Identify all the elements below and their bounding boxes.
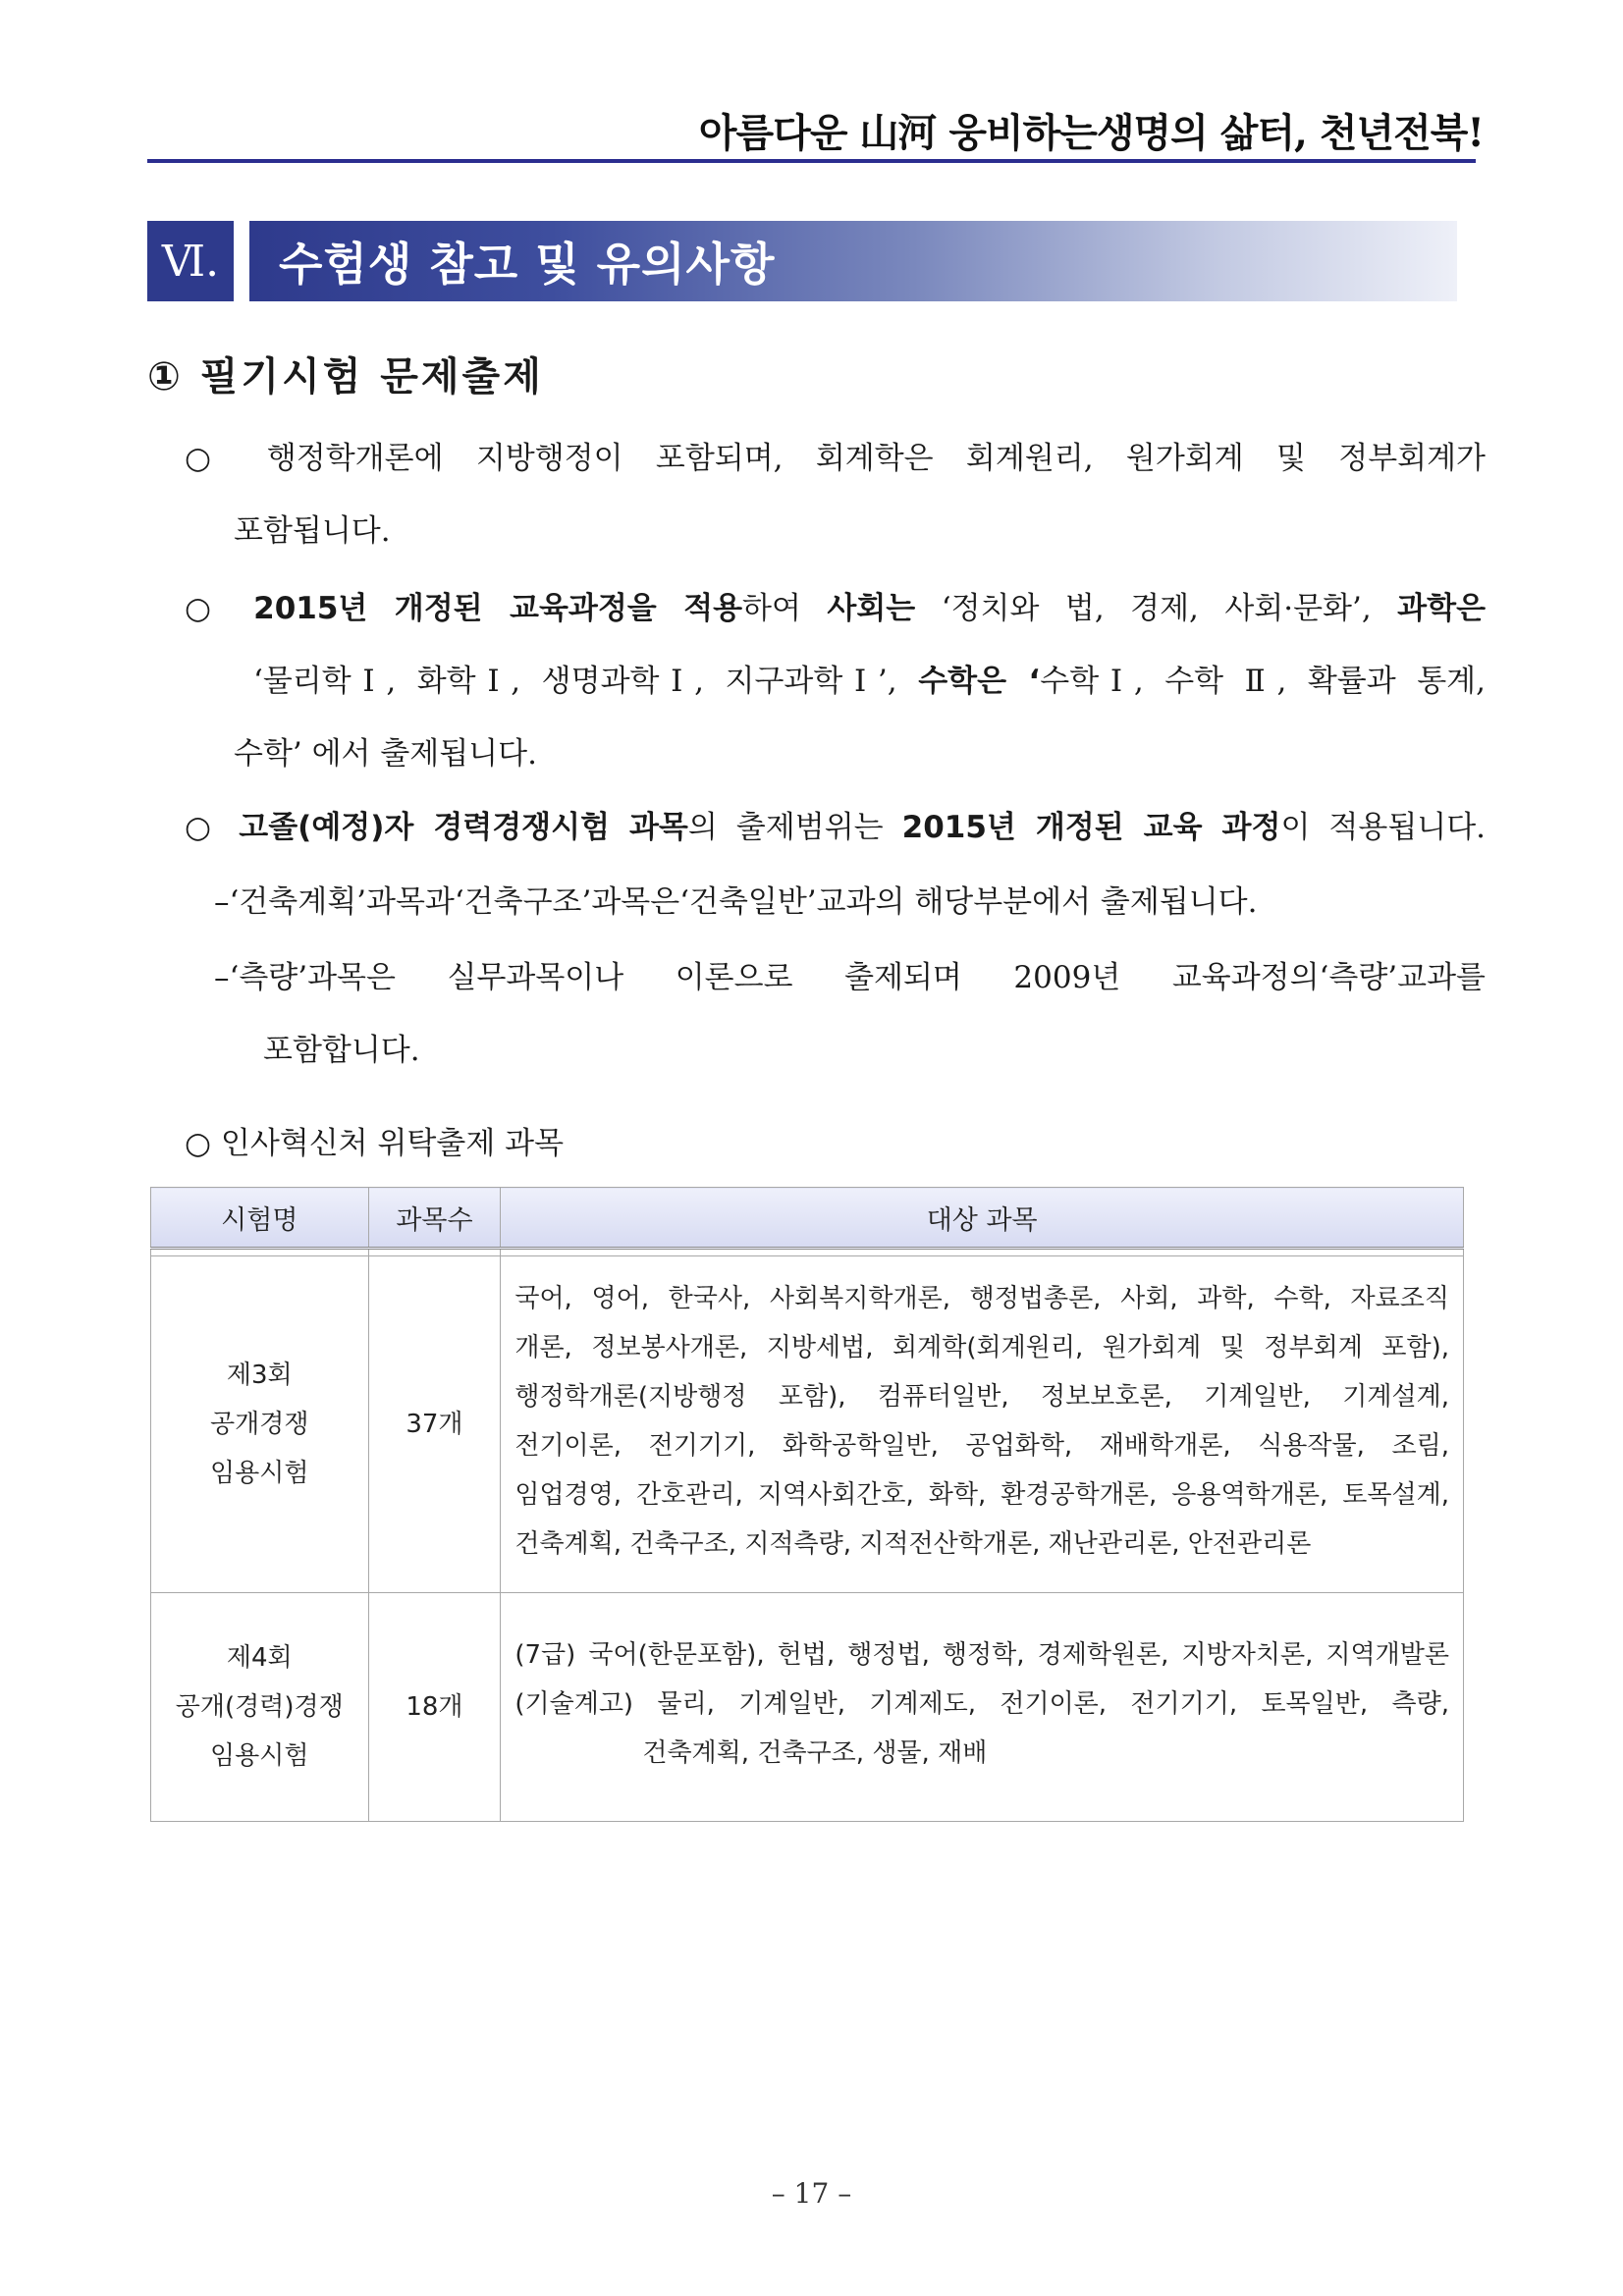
text: 의 출제범위는: [687, 810, 902, 845]
paragraph-line: ○ 인사혁신처 위탁출제 과목: [185, 1126, 565, 1161]
table-divider: [151, 1249, 1464, 1256]
paragraph-line: ○ 행정학개론에 지방행정이 포함되며, 회계학은 회계원리, 원가회계 및 정부회계가: [185, 441, 1486, 476]
paragraph-line: [253, 645, 1486, 718]
subjects-cell: [501, 1256, 1464, 1593]
paragraph-line: 포함됩니다.: [234, 513, 391, 549]
bold-text: 수학은 ‘: [918, 664, 1041, 699]
table-row: [151, 1593, 1464, 1822]
cell-line: 전기이론, 전기기기, 화학공학일반, 공업화학, 재배학개론, 식용작물, 조림,: [514, 1431, 1449, 1461]
exam-name-cell: [151, 1256, 369, 1593]
bold-text: 2015년 개정된 교육과정을 적용: [253, 591, 743, 626]
bold-text: 과학은: [1397, 591, 1487, 626]
cell-line: 임용시험: [210, 1741, 309, 1771]
paragraph-line: [185, 791, 1486, 864]
subsection-title: ① 필기시험 문제출제: [147, 354, 544, 400]
text: 하여: [742, 591, 828, 626]
text: 이 적용됩니다.: [1280, 810, 1487, 845]
page-number: – 17 –: [771, 2177, 852, 2210]
cell-line: 공개(경력)경쟁: [175, 1692, 344, 1722]
subject-count-cell: 37개: [368, 1256, 501, 1593]
bold-text: 사회는: [827, 591, 916, 626]
exam-name-cell: [151, 1593, 369, 1822]
cell-line: 공개경쟁: [210, 1410, 309, 1439]
subject-count-cell: 18개: [368, 1593, 501, 1822]
paragraph-line: 수학’ 에서 출제됩니다.: [234, 736, 537, 772]
bold-text: 2015년 개정된 교육 과정: [901, 810, 1281, 845]
table-header-row: [151, 1188, 1464, 1249]
table-row: [151, 1256, 1464, 1593]
section-title: 수험생 참고 및 유의사항: [279, 238, 776, 291]
cell-line: 행정학개론(지방행정 포함), 컴퓨터일반, 정보보호론, 기계일반, 기계설계,: [514, 1382, 1449, 1412]
bullet: ○: [185, 810, 240, 845]
cell-line: 개론, 정보봉사개론, 지방세법, 회계학(회계원리, 원가회계 및 정부회계 포함),: [514, 1333, 1449, 1362]
cell-line: 임용시험: [210, 1459, 309, 1488]
section-number: Ⅵ.: [147, 221, 234, 301]
paragraph-line: –‘건축계획’과목과‘건축구조’과목은‘건축일반’교과의 해당부분에서 출제됩니다.: [214, 884, 1258, 920]
cell-line: 제3회: [226, 1361, 293, 1390]
column-header: 대상 과목: [501, 1188, 1464, 1249]
cell-line: (기술계고) 물리, 기계일반, 기계제도, 전기이론, 전기기기, 토목일반, 측량,: [514, 1689, 1449, 1719]
cell-line: 건축계획, 건축구조, 지적측량, 지적전산학개론, 재난관리론, 안전관리론: [514, 1529, 1312, 1559]
paragraph-line: 포함합니다.: [263, 1033, 420, 1068]
text: 수학Ⅰ, 수학 Ⅱ, 확률과 통계,: [1040, 664, 1486, 699]
cell-line: 건축계획, 건축구조, 생물, 재배: [642, 1738, 988, 1768]
bullet: ○: [185, 591, 254, 626]
column-header: 시험명: [151, 1188, 369, 1249]
bold-text: 고졸(예정)자 경력경쟁시험 과목: [239, 810, 688, 845]
column-header: 과목수: [368, 1188, 501, 1249]
cell-line: 임업경영, 간호관리, 지역사회간호, 화학, 환경공학개론, 응용역학개론, 토목설계,: [514, 1480, 1449, 1510]
text: ‘물리학Ⅰ, 화학Ⅰ, 생명과학Ⅰ, 지구과학Ⅰ’,: [253, 664, 919, 699]
section-banner: [249, 221, 1457, 301]
cell-line: 제4회: [226, 1643, 293, 1673]
paragraph-line: –‘측량’과목은 실무과목이나 이론으로 출제되며 2009년 교육과정의‘측량’교과를: [214, 960, 1486, 995]
header-divider: [147, 159, 1476, 163]
exam-subjects-table: [150, 1187, 1464, 1822]
text: ‘정치와 법, 경제, 사회·문화’,: [915, 591, 1398, 626]
header-slogan: 아름다운 山河 웅비하는생명의 삶터, 천년전북!: [698, 110, 1484, 156]
paragraph-line: [185, 572, 1486, 645]
cell-line: (7급) 국어(한문포함), 헌법, 행정법, 행정학, 경제학원론, 지방자치론, 지역개발론: [514, 1640, 1449, 1670]
subjects-cell: [501, 1593, 1464, 1822]
cell-line: 국어, 영어, 한국사, 사회복지학개론, 행정법총론, 사회, 과학, 수학, 자료조직: [514, 1284, 1449, 1313]
